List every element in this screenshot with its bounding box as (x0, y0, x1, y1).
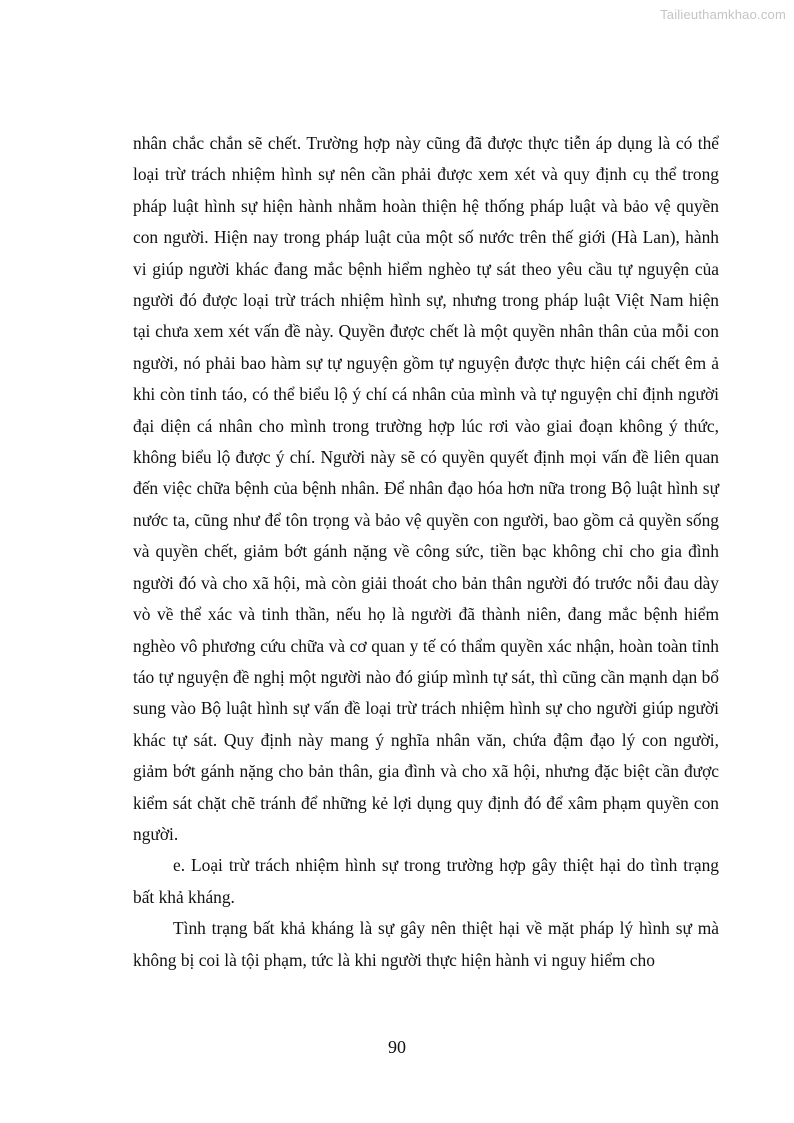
document-body (133, 128, 719, 976)
watermark-text: Tailieuthamkhao.com (660, 7, 786, 22)
paragraph-force-majeure: Tình trạng bất khả kháng là sự gây nên thiệt hại về mặt pháp lý hình sự mà không bị coi là tội phạm, tức là khi người thực hiện hành vi nguy hiểm cho (133, 918, 719, 970)
paragraph-continuation: nhân chắc chắn sẽ chết. Trường hợp này cũng đã được thực tiễn áp dụng là có thể loại trừ trách nhiệm hình sự nên cần phải được xem xét và quy định cụ thể trong pháp luật hình sự hiện hành nhằm hoàn thiện hệ thống pháp luật và bảo vệ quyền con người. Hiện nay trong pháp luật của một số nước trên thế giới (Hà Lan), hành vi giúp người khác đang mắc bệnh hiểm nghèo tự sát theo yêu cầu tự nguyện của người đó được loại trừ trách nhiệm hình sự, nhưng trong pháp luật Việt Nam hiện tại chưa xem xét vấn đề này. Quyền được chết là một quyền nhân thân của mỗi con người, nó phải bao hàm sự tự nguyện gồm tự nguyện được thực hiện cái chết êm ả khi còn tỉnh táo, có thể biểu lộ ý chí cá nhân của mình và tự nguyện chỉ định người đại diện cá nhân cho mình trong trường hợp lúc rơi vào giai đoạn không ý thức, không biểu lộ được ý chí. Người này sẽ có quyền quyết định mọi vấn đề liên quan đến việc chữa bệnh của bệnh nhân. Để nhân đạo hóa hơn nữa trong Bộ luật hình sự nước ta, cũng như để tôn trọng và bảo vệ quyền con người, bao gồm cả quyền sống và quyền chết, giảm bớt gánh nặng về công sức, tiền bạc không chỉ cho gia đình người đó và cho xã hội, mà còn giải thoát cho bản thân người đó trước nỗi đau dày vò về thể xác và tinh thần, nếu họ là người đã thành niên, đang mắc bệnh hiểm nghèo vô phương cứu chữa và cơ quan y tế có thẩm quyền xác nhận, hoàn toàn tỉnh táo tự nguyện đề nghị một người nào đó giúp mình tự sát, thì cũng cần mạnh dạn bổ sung vào Bộ luật hình sự vấn đề loại trừ trách nhiệm hình sự cho người giúp người khác tự sát. Quy định này mang ý nghĩa nhân văn, chứa đậm đạo lý con người, giảm bớt gánh nặng cho bản thân, gia đình và cho xã hội, nhưng đặc biệt cần được kiểm sát chặt chẽ tránh để những kẻ lợi dụng quy định đó để xâm phạm quyền con người. (133, 133, 719, 844)
page-number: 90 (388, 1037, 406, 1057)
section-heading-e: e. Loại trừ trách nhiệm hình sự trong trường hợp gây thiệt hại do tình trạng bất khả kháng. (133, 855, 719, 907)
